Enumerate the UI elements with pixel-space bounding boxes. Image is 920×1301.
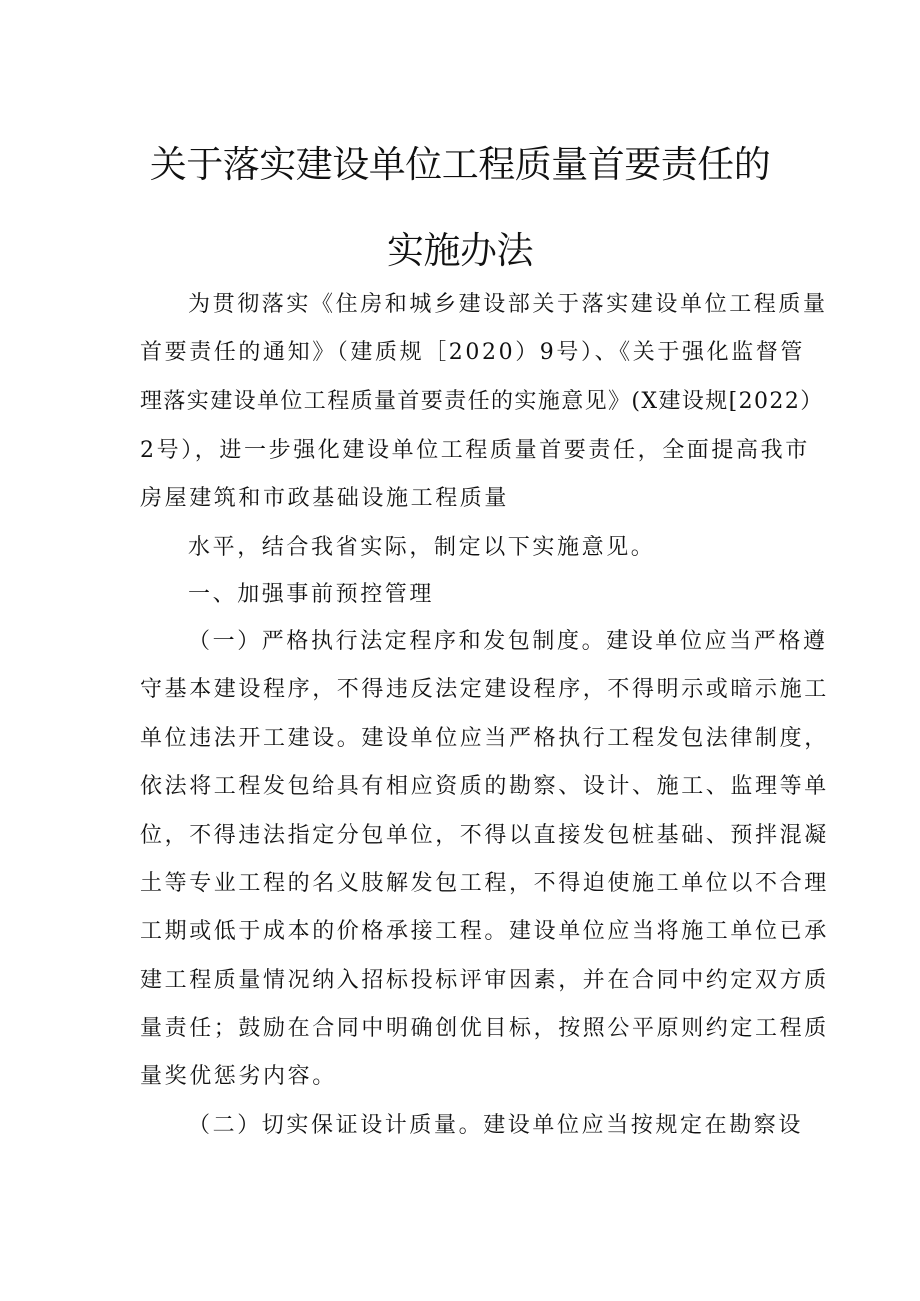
body-line-16: 量责任；鼓励在合同中明确创优目标，按照公平原则约定工程质 [140,1016,829,1041]
body-line-6: 水平，结合我省实际，制定以下实施意见。 [188,535,656,560]
section-heading-1: 一、加强事前预控管理 [188,582,435,607]
document-title-line2: 实施办法 [387,229,533,272]
body-line-4: 2号），进一步强化建设单位工程质量首要责任，全面提高我市 [140,438,810,463]
body-line-12: 位，不得违法指定分包单位，不得以直接发包桩基础、预拌混凝 [140,823,829,848]
body-line-5: 房屋建筑和市政基础设施工程质量 [140,486,510,511]
body-line-10: 单位违法开工建设。建设单位应当严格执行工程发包法律制度， [140,726,829,751]
body-line-17: 量奖优惩劣内容。 [140,1064,337,1089]
body-line-15: 建工程质量情况纳入招标投标评审因素，并在合同中约定双方质 [140,968,829,993]
body-line-8: （一）严格执行法定程序和发包制度。建设单位应当严格遵 [188,629,828,654]
body-line-13: 土等专业工程的名义肢解发包工程，不得迫使施工单位以不合理 [140,871,829,896]
body-line-3: 理落实建设单位工程质量首要责任的实施意见》(X建设规[2022） [140,389,824,414]
body-line-2: 首要责任的通知》（建质规［2020）9号）、《关于强化监督管 [140,340,805,365]
body-line-1: 为贯彻落实《住房和城乡建设部关于落实建设单位工程质量 [188,292,828,317]
body-line-11: 依法将工程发包给具有相应资质的勘察、设计、施工、监理等单 [140,774,829,799]
body-line-9: 守基本建设程序，不得违反法定建设程序，不得明示或暗示施工 [140,677,829,702]
body-line-18: （二）切实保证设计质量。建设单位应当按规定在勘察设 [188,1113,804,1138]
body-line-14: 工期或低于成本的价格承接工程。建设单位应当将施工单位已承 [140,919,829,944]
document-title-line1: 关于落实建设单位工程质量首要责任的 [149,143,771,186]
